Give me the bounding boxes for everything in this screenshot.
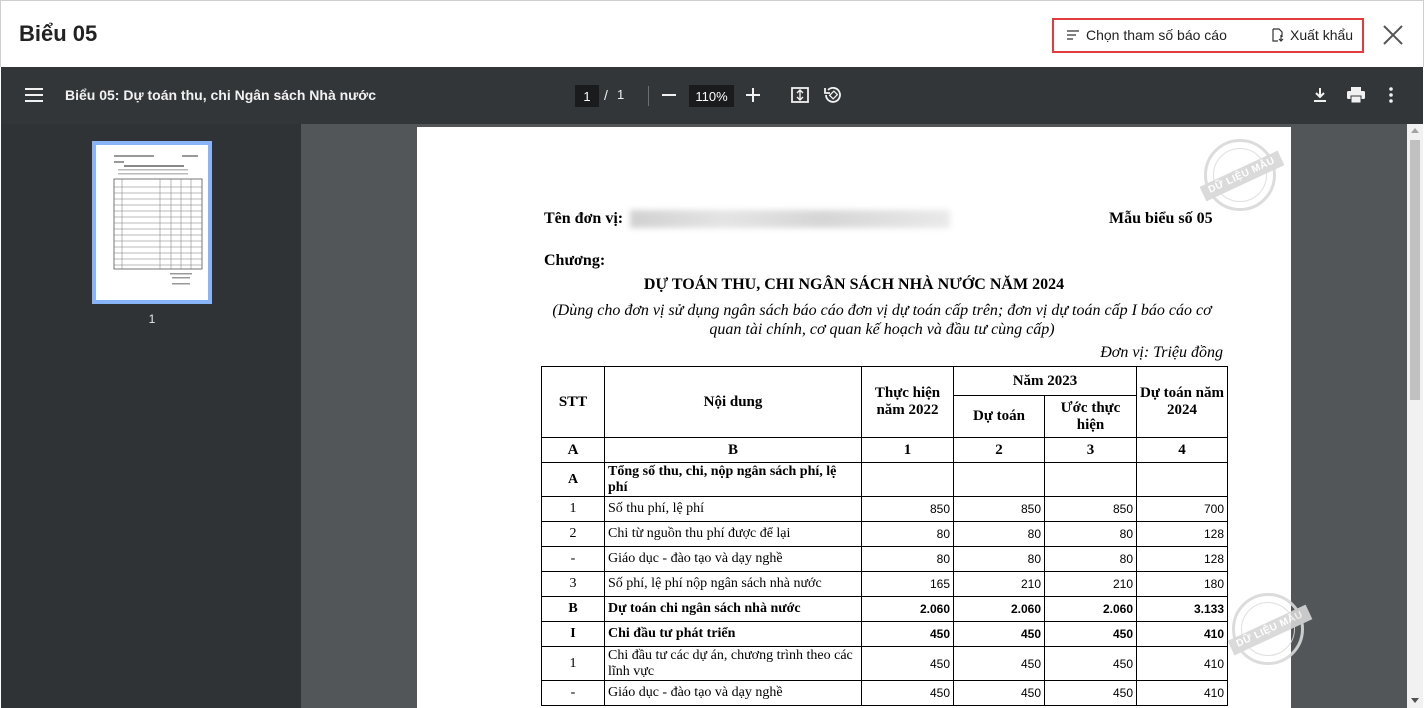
- row-estimate-2023: [954, 463, 1045, 497]
- row-estimate-2023: 80: [954, 547, 1045, 572]
- close-icon[interactable]: [1381, 23, 1405, 47]
- row-estimate-2023: 850: [954, 497, 1045, 522]
- row-estimate-2024: 700: [1137, 497, 1228, 522]
- header-estimate-2023: Dự toán: [954, 396, 1045, 438]
- table-row: [542, 597, 1228, 622]
- scroll-up-arrow[interactable]: [1411, 128, 1419, 133]
- list-icon: [1066, 29, 1080, 41]
- row-expected-2023: 80: [1045, 522, 1137, 547]
- code-cell: 4: [1137, 438, 1228, 463]
- row-content: Chi đầu tư phát triển: [605, 622, 862, 647]
- menu-icon[interactable]: [23, 85, 45, 105]
- pdf-viewer: [301, 124, 1407, 708]
- more-options-icon[interactable]: [1383, 85, 1399, 105]
- header-actual-2022: Thực hiện năm 2022: [862, 367, 954, 438]
- row-stt: A: [542, 463, 605, 497]
- code-cell: 3: [1045, 438, 1137, 463]
- code-cell: 2: [954, 438, 1045, 463]
- table-row: [542, 463, 1228, 497]
- row-expected-2023: 210: [1045, 572, 1137, 597]
- header-expected-2023: Ước thực hiện: [1045, 396, 1137, 438]
- row-actual-2022: 450: [862, 647, 954, 681]
- row-content: Số thu phí, lệ phí: [605, 497, 862, 522]
- thumbnail-sidebar: [1, 124, 301, 708]
- table-header-row: [542, 367, 1228, 396]
- row-content: Số phí, lệ phí nộp ngân sách nhà nước: [605, 572, 862, 597]
- row-actual-2022: 165: [862, 572, 954, 597]
- row-estimate-2024: 410: [1137, 622, 1228, 647]
- row-stt: 1: [542, 497, 605, 522]
- row-expected-2023: 450: [1045, 681, 1137, 706]
- table-row: [542, 522, 1228, 547]
- document-title: Biểu 05: Dự toán thu, chi Ngân sách Nhà nước: [65, 87, 377, 103]
- budget-table: [541, 366, 1228, 706]
- row-stt: -: [542, 547, 605, 572]
- row-actual-2022: 80: [862, 547, 954, 572]
- dialog-title: Biểu 05: [19, 21, 98, 46]
- table-row: [542, 547, 1228, 572]
- table-row: [542, 572, 1228, 597]
- row-expected-2023: 450: [1045, 647, 1137, 681]
- scroll-thumb[interactable]: [1410, 140, 1420, 400]
- download-icon[interactable]: [1310, 85, 1330, 105]
- choose-params-button[interactable]: [1066, 27, 1227, 43]
- page-total: 1: [617, 87, 625, 102]
- unit-name-label: Tên đơn vị:: [544, 210, 624, 227]
- currency-unit: Đơn vị: Triệu đồng: [1100, 344, 1223, 361]
- report-title: DỰ TOÁN THU, CHI NGÂN SÁCH NHÀ NƯỚC NĂM 2024: [643, 276, 1065, 293]
- row-stt: 3: [542, 572, 605, 597]
- table-row: [542, 647, 1228, 681]
- watermark-text: DỮ LIỆU MẪU: [1200, 151, 1285, 202]
- export-icon: [1270, 28, 1284, 42]
- unit-name-blurred: [630, 210, 950, 228]
- row-content: Giáo dục - đào tạo và dạy nghề: [605, 681, 862, 706]
- row-expected-2023: 850: [1045, 497, 1137, 522]
- vertical-scrollbar[interactable]: [1407, 124, 1423, 708]
- pdf-page: [417, 127, 1305, 708]
- row-estimate-2023: 450: [954, 622, 1045, 647]
- row-content: Tổng số thu, chi, nộp ngân sách phí, lệ phí: [605, 463, 862, 497]
- row-actual-2022: [862, 463, 954, 497]
- row-estimate-2023: 2.060: [954, 597, 1045, 622]
- zoom-in-icon[interactable]: [744, 86, 762, 104]
- watermark-stamp: [1204, 139, 1276, 211]
- thumbnail-preview: [96, 145, 208, 300]
- row-estimate-2024: 180: [1137, 572, 1228, 597]
- table-row: [542, 622, 1228, 647]
- header-stt: STT: [542, 367, 605, 438]
- page-number-input[interactable]: 1: [575, 85, 599, 107]
- row-estimate-2024: 128: [1137, 522, 1228, 547]
- print-icon[interactable]: [1345, 85, 1367, 105]
- row-estimate-2023: 80: [954, 522, 1045, 547]
- row-estimate-2024: 128: [1137, 547, 1228, 572]
- choose-params-label: Chọn tham số báo cáo: [1086, 27, 1227, 43]
- row-content: Dự toán chi ngân sách nhà nước: [605, 597, 862, 622]
- table-row: [542, 497, 1228, 522]
- toolbar-divider: [648, 86, 649, 106]
- page-thumbnail[interactable]: [92, 141, 212, 304]
- row-stt: 2: [542, 522, 605, 547]
- form-number: Mẫu biểu số 05: [1109, 210, 1213, 227]
- table-body: [542, 463, 1228, 706]
- chapter-label: Chương:: [544, 252, 606, 269]
- row-expected-2023: 2.060: [1045, 597, 1137, 622]
- table-code-row: [542, 438, 1228, 463]
- row-actual-2022: 80: [862, 522, 954, 547]
- page-separator: /: [604, 87, 608, 103]
- row-expected-2023: 450: [1045, 622, 1137, 647]
- report-subtitle: (Dùng cho đơn vị sử dụng ngân sách báo cáo đơn vị dự toán cấp trên; đơn vị dự toán cấp I báo cáo cơ quan tài chính, cơ quan kế hoạch và đầu tư cùng cấp): [552, 302, 1212, 338]
- row-content: Chi từ nguồn thu phí được để lại: [605, 522, 862, 547]
- row-content: Giáo dục - đào tạo và dạy nghề: [605, 547, 862, 572]
- row-stt: 1: [542, 647, 605, 681]
- row-estimate-2024: 410: [1137, 647, 1228, 681]
- code-cell: 1: [862, 438, 954, 463]
- zoom-input[interactable]: 110%: [689, 85, 734, 107]
- fit-page-icon[interactable]: [790, 85, 810, 105]
- scroll-down-arrow[interactable]: [1411, 698, 1419, 703]
- table-row: [542, 681, 1228, 706]
- row-expected-2023: 80: [1045, 547, 1137, 572]
- code-cell: A: [542, 438, 605, 463]
- row-actual-2022: 2.060: [862, 597, 954, 622]
- row-estimate-2024: 3.133: [1137, 597, 1228, 622]
- zoom-out-icon[interactable]: [660, 86, 678, 104]
- row-estimate-2023: 450: [954, 681, 1045, 706]
- report-actions-highlight: [1052, 18, 1364, 53]
- dialog-header: [0, 0, 1424, 67]
- code-cell: B: [605, 438, 862, 463]
- thumbnail-page-number: 1: [148, 312, 156, 326]
- rotate-icon[interactable]: [823, 85, 843, 105]
- row-estimate-2023: 450: [954, 647, 1045, 681]
- row-estimate-2023: 210: [954, 572, 1045, 597]
- row-content: Chi đầu tư các dự án, chương trình theo các lĩnh vực: [605, 647, 862, 681]
- row-expected-2023: [1045, 463, 1137, 497]
- row-estimate-2024: 410: [1137, 681, 1228, 706]
- row-actual-2022: 450: [862, 622, 954, 647]
- header-year-2023: Năm 2023: [954, 367, 1137, 396]
- row-actual-2022: 450: [862, 681, 954, 706]
- header-estimate-2024: Dự toán năm 2024: [1137, 367, 1228, 438]
- watermark-text: DỮ LIỆU MẪU: [1228, 605, 1313, 656]
- row-actual-2022: 850: [862, 497, 954, 522]
- export-button[interactable]: [1270, 27, 1353, 43]
- row-stt: -: [542, 681, 605, 706]
- row-stt: B: [542, 597, 605, 622]
- header-content: Nội dung: [605, 367, 862, 438]
- pdf-toolbar: [1, 67, 1423, 124]
- row-stt: I: [542, 622, 605, 647]
- watermark-stamp: [1232, 593, 1304, 665]
- row-estimate-2024: [1137, 463, 1228, 497]
- export-label: Xuất khẩu: [1290, 27, 1354, 43]
